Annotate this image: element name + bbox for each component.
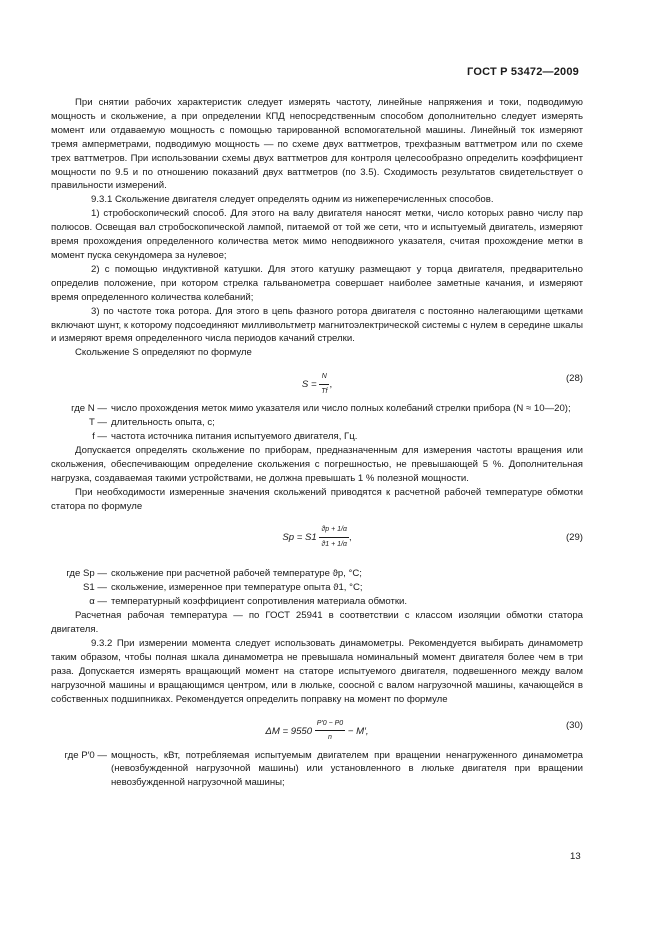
equation-30-numerator: P′0 − P0 xyxy=(315,717,345,732)
where-symbol: α — xyxy=(89,596,107,608)
where-definition: частота источника питания испытуемого двигателя, Гц. xyxy=(111,431,358,443)
where-symbol: где P′0 — xyxy=(64,749,107,761)
equation-28-formula xyxy=(51,370,583,399)
equation-29-numerator: ϑp + 1/α xyxy=(319,523,349,538)
document-standard-id: ГОСТ Р 53472—2009 xyxy=(467,66,579,78)
where-definition: температурный коэффициент сопротивления материала обмотки. xyxy=(111,596,408,608)
equation-28-number: (28) xyxy=(565,373,583,385)
where-list-29 xyxy=(51,567,583,609)
equation-30-denominator: n xyxy=(328,734,332,742)
where-definition: число прохождения меток мимо указателя или число полных колебаний стрелки прибора (N ≈ 10—20); xyxy=(111,403,571,415)
where-definition: скольжение при расчетной рабочей температуре ϑp, °С; xyxy=(111,568,362,580)
equation-29-denominator: ϑ1 + 1/α xyxy=(321,541,347,549)
where-item xyxy=(51,416,583,430)
equation-30-formula xyxy=(51,717,583,746)
where-item xyxy=(51,595,583,609)
paragraph-measurements: При снятии рабочих характеристик следует измерять частоту, линейные напряжения и токи, подводимую мощность и скольжение, а при определении КПД непосредственным способом дополнительно следует измерять момент или отдаваемую мощность с помощью тарированной вспомогательной машины. Линейный ток измеряют тремя амперметрами, подводимую мощность — по схеме двух ваттметров, трехфазным ваттметром или по схеме трех ваттметров. При использовании схемы двух ваттметров для контроля целесообразно определить коэффициент мощности по 9.5 и по отношению показаний двух ваттметров (по 3.5). Сходимость результатов свидетельствует о правильности измерений. xyxy=(51,97,583,192)
where-list-28 xyxy=(51,402,583,444)
equation-29-tail: , xyxy=(348,532,352,544)
where-definition: скольжение, измеренное при температуре опыта ϑ1, °С; xyxy=(111,582,363,594)
where-item xyxy=(51,430,583,444)
equation-29-fraction xyxy=(319,523,349,552)
equation-28 xyxy=(51,364,583,398)
where-symbol: S1 — xyxy=(83,582,107,594)
where-item xyxy=(51,581,583,595)
where-item xyxy=(51,567,583,581)
paragraph-slip-instruments: Допускается определять скольжение по приборам, предназначенным для измерения частоты вращения или скольжения, обеспечивающим определение скольжения с погрешностью, не превышающей 5 %. Дополнительная нагрузка, создаваемая такими устройствами, не должна превышать 1 % полезной мощности. xyxy=(51,444,583,484)
document-body xyxy=(51,96,583,790)
equation-28-fraction xyxy=(319,370,329,399)
equation-28-denominator: Tf xyxy=(321,388,328,396)
paragraph-slip-formula-intro: Скольжение S определяют по формуле xyxy=(75,347,252,359)
equation-28-tail: , xyxy=(329,379,333,391)
paragraph-9-3-2: 9.3.2 При измерении момента следует использовать динамометры. Рекомендуется выбирать динамометр таким образом, чтобы полная шкала динамометра не превышала номинальный момент двигателя более чем в три раза. Допускается измерять вращающий момент на статоре испытуемого двигателя, подвешенного между валом нагрузочной машины и вращающимся центром, или в люльке, соосной с валом нагрузочной машины, качающейся в собственных подшипниках. Рекомендуется определить поправку на момент по формуле xyxy=(51,638,583,705)
equation-29-formula xyxy=(51,523,583,552)
equation-30 xyxy=(51,711,583,745)
where-item xyxy=(51,749,583,791)
where-symbol: где Sp — xyxy=(66,568,107,580)
paragraph-method-rotor-frequency: 3) по частоте тока ротора. Для этого в цепь фазного ротора двигателя с постоянно налегающими щетками включают шунт, к которому подсоединяют милливольтметр магнитоэлектрической системы с нулем в середине шкалы и измеряют время определенного числа периодов качаний стрелки. xyxy=(51,305,583,345)
where-definition: мощность, кВт, потребляемая испытуемым двигателем при вращении ненагруженного динамометра (невозбужденной нагрузочной машины) или установленного в люльке двигателя при вращении невозбужденной нагрузочной машины; xyxy=(111,749,583,789)
equation-30-tail: − M′, xyxy=(347,725,369,737)
paragraph-9-3-1: 9.3.1 Скольжение двигателя следует определять одним из нижеперечисленных способов. xyxy=(91,194,494,206)
where-symbol: T — xyxy=(89,417,107,429)
equation-28-numerator: N xyxy=(319,370,329,385)
page-number: 13 xyxy=(570,851,581,862)
equation-28-lhs: S = xyxy=(301,379,317,391)
where-definition: длительность опыта, с; xyxy=(111,417,215,429)
paragraph-method-inductive: 2) с помощью индуктивной катушки. Для этого катушку размещают у торца двигателя, предварительно определив положение, при котором стрелка гальванометра совершает наиболее заметные качания, и измеряют время определенного количества колебаний; xyxy=(51,263,583,303)
paragraph-method-stroboscopic: 1) стробоскопический способ. Для этого на валу двигателя наносят метки, число которых равно числу пар полюсов. Освещая вал стробоскопической лампой, питаемой от той же сети, что и испытуемый двигатель, измеряют время прохождения определенного количества меток мимо неподвижного указателя, считая прохождение метки в момент пуска секундомера за нулевое; xyxy=(51,208,583,261)
equation-30-number: (30) xyxy=(565,719,583,731)
where-symbol: f — xyxy=(92,431,107,443)
where-symbol: где N — xyxy=(71,403,107,415)
equation-29 xyxy=(51,517,583,563)
equation-29-number: (29) xyxy=(565,532,583,544)
equation-30-fraction xyxy=(315,717,345,746)
equation-30-lhs: ΔM = 9550 xyxy=(265,725,313,737)
paragraph-temperature-correction: При необходимости измеренные значения скольжений приводятся к расчетной рабочей температуре обмотки статора по формуле xyxy=(51,486,583,512)
paragraph-working-temperature: Расчетная рабочая температура — по ГОСТ 25941 в соответствии с классом изоляции обмотки статора двигателя. xyxy=(51,610,583,636)
where-item xyxy=(51,402,583,416)
equation-29-lhs: Sp = S1 xyxy=(282,532,317,544)
where-list-30 xyxy=(51,749,583,791)
